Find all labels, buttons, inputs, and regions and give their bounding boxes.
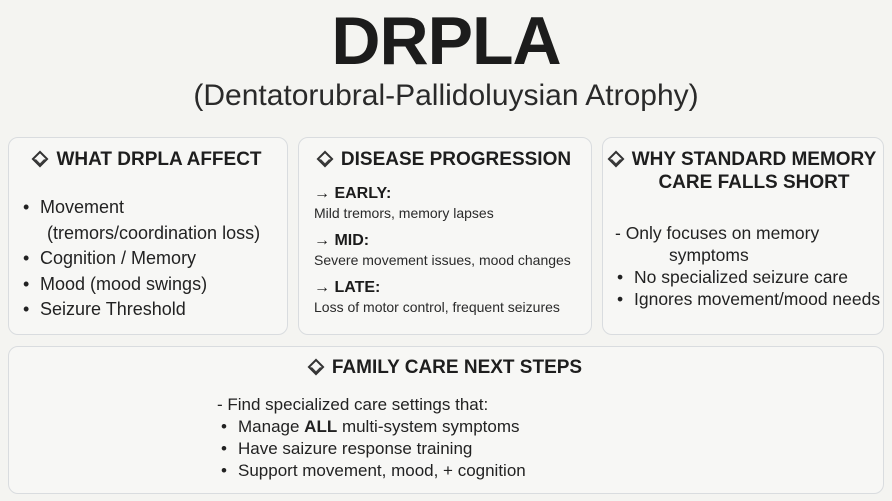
list-item	[219, 438, 526, 460]
stage-early-desc: Mild tremors, memory lapses	[314, 205, 494, 221]
progression-title-text: DISEASE PROGRESSION	[340, 149, 572, 170]
next-steps-intro: - Find specialized care settings that:	[217, 395, 489, 414]
item-bold-text: ALL	[304, 417, 338, 436]
why-title-line1: WHY STANDARD MEMORY	[631, 149, 877, 170]
stage-late-desc: Loss of motor control, frequent seizures	[314, 299, 560, 315]
why-title-line2: CARE FALLS SHORT	[658, 172, 850, 193]
list-item: • Cognition / Memory	[21, 246, 287, 272]
list-item: symptoms	[669, 245, 749, 265]
list-item	[219, 416, 526, 438]
why-list	[615, 222, 883, 310]
why-title-text	[632, 148, 877, 194]
list-item: • Seizure Threshold	[21, 297, 287, 323]
why-card	[602, 137, 884, 335]
affect-list	[21, 195, 287, 323]
next-steps-card-title	[9, 356, 883, 379]
diamond-icon	[316, 151, 333, 168]
list-item: (tremors/coordination loss)	[47, 222, 261, 243]
list-item: • Ignores movement/mood needs	[615, 288, 883, 310]
page-subtitle: (Dentatorubral-Pallidoluysian Atrophy)	[193, 79, 699, 112]
next-steps-body	[217, 394, 526, 482]
progression-stages	[314, 184, 591, 316]
progression-card	[298, 137, 592, 335]
item-text: Support movement, mood, + cognition	[238, 461, 526, 480]
diamond-icon	[307, 359, 324, 376]
progression-card-title	[299, 148, 591, 171]
affect-card-title	[9, 148, 287, 171]
stage-late-label: → LATE:	[314, 279, 381, 296]
item-text: multi-system symptoms	[337, 417, 520, 436]
diamond-icon	[32, 151, 49, 168]
list-item: • Mood (mood swings)	[21, 272, 287, 298]
next-steps-list	[219, 416, 526, 482]
list-item: - Only focuses on memory	[615, 223, 820, 243]
list-item: • No specialized seizure care	[615, 266, 883, 288]
why-card-title	[603, 148, 883, 194]
next-steps-card	[8, 346, 884, 494]
affect-title-text: WHAT DRPLA AFFECT	[56, 149, 262, 170]
stage-mid-label: → MID:	[314, 232, 370, 249]
diamond-icon	[607, 151, 624, 168]
stage-mid-desc: Severe movement issues, mood changes	[314, 252, 571, 268]
item-text: Have saizure response training	[238, 439, 473, 458]
next-steps-title-text: FAMILY CARE NEXT STEPS	[331, 357, 583, 378]
page-title: DRPLA	[331, 3, 561, 79]
item-text: Manage	[238, 417, 305, 436]
list-item: • Movement	[21, 195, 287, 221]
stage-early-label: → EARLY:	[314, 185, 392, 202]
list-item	[219, 460, 526, 482]
affect-card	[8, 137, 288, 335]
